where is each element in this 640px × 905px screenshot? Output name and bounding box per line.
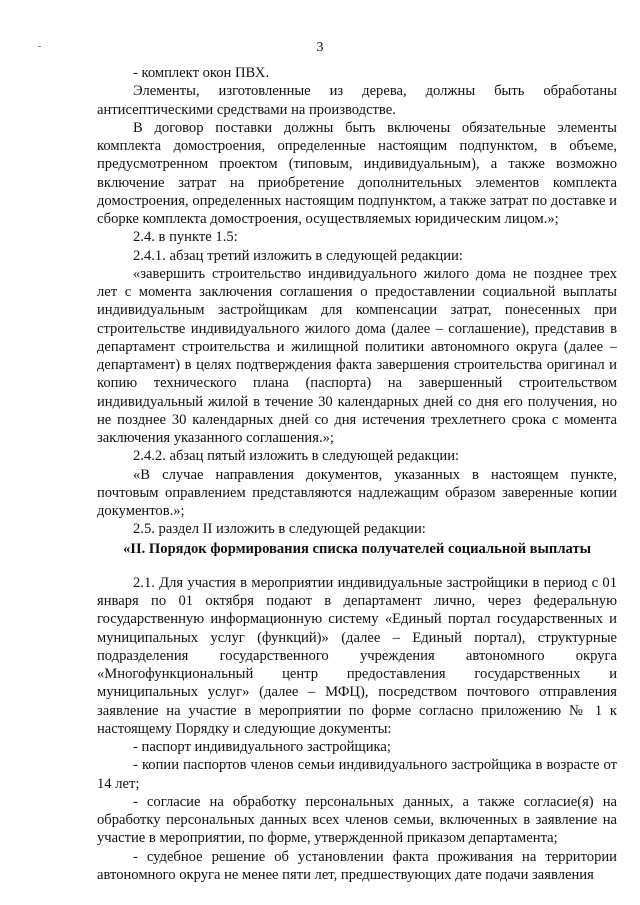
paragraph: 2.4.2. абзац пятый изложить в следующей редакции: <box>133 448 460 465</box>
list-item: - копии паспортов членов семьи индивидуального застройщика в возрасте от 14 лет; <box>97 757 617 792</box>
paragraph: 2.1. Для участия в мероприятии индивидуальные застройщики в период с 01 января по 01 октября подают в департамент лично, через федеральную государственную информационную систему «Единый портал государственных и муниципальных услуг (функций)» (далее – Единый портал), структурные подразделения государственного учреждения автономного округа «Многофункциональный центр предоставления государственных и муниципальных услуг» (далее – МФЦ), посредством почтового отправления заявление на участие в мероприятии по форме согласно приложению № 1 к настоящему Порядку и следующие документы: <box>97 574 617 737</box>
paragraph: - комплект окон ПВХ. <box>133 65 270 81</box>
paragraph: В договор поставки должны быть включены обязательные элементы комплекта домостроения, определенные настоящим подпунктом, в объеме, предусмотренном проектом (типовым, индивидуальным), а также возможно включение затрат на приобретение дополнительных элементов комплекта домостроения, определенных настоящим подпунктом, а также затрат по доставке и сборке комплекта домостроения, осуществляемых юридическим лицом.»; <box>97 119 617 227</box>
section-heading: «II. Порядок формирования списка получателей социальной выплаты <box>122 540 592 557</box>
paragraph: Элементы, изготовленные из дерева, должны быть обработаны антисептическими средствами на производстве. <box>97 83 617 118</box>
list-item: - судебное решение об установлении факта проживания на территории автономного округа не менее пяти лет, предшествующих дате подачи заявления <box>97 848 617 883</box>
list-item: - согласие на обработку персональных данных, а также согласие(я) на обработку персональных данных всех членов семьи, включенных в заявление на участие в мероприятии, по форме, утвержденной приказом департамента; <box>97 793 617 847</box>
paragraph: «В случае направления документов, указанных в настоящем пункте, почтовым оправлением представляются надлежащим образом заверенные копии документов.»; <box>97 466 617 519</box>
paragraph: 2.5. раздел II изложить в следующей редакции: <box>133 521 426 538</box>
paragraph: 2.4. в пункте 1.5: <box>133 229 238 246</box>
paragraph: 2.4.1. абзац третий изложить в следующей редакции: <box>133 247 463 264</box>
page-number: 3 <box>316 40 324 55</box>
list-item: - паспорт индивидуального застройщика; <box>133 739 391 755</box>
paragraph: «завершить строительство индивидуального жилого дома не позднее трех лет с момента заключения соглашения о предоставлении социальной выплаты индивидуальным застройщикам для компенсации затрат, понесенных при строительстве индивидуального жилого дома (далее – соглашение), представив в департамент строительства и жилищной политики автономного округа (далее – департамент) в целях подтверждения факта завершения строительства оригинал и копию технического плана (паспорта) на завершенный строительством индивидуальный жилой в течение 30 календарных дней со дня его получения, но не позднее 30 календарных дней со дня истечения трехлетнего срока с момента заключения указанного соглашения.»; <box>97 265 617 446</box>
scan-speck: - <box>38 41 42 52</box>
document-body <box>97 64 617 884</box>
